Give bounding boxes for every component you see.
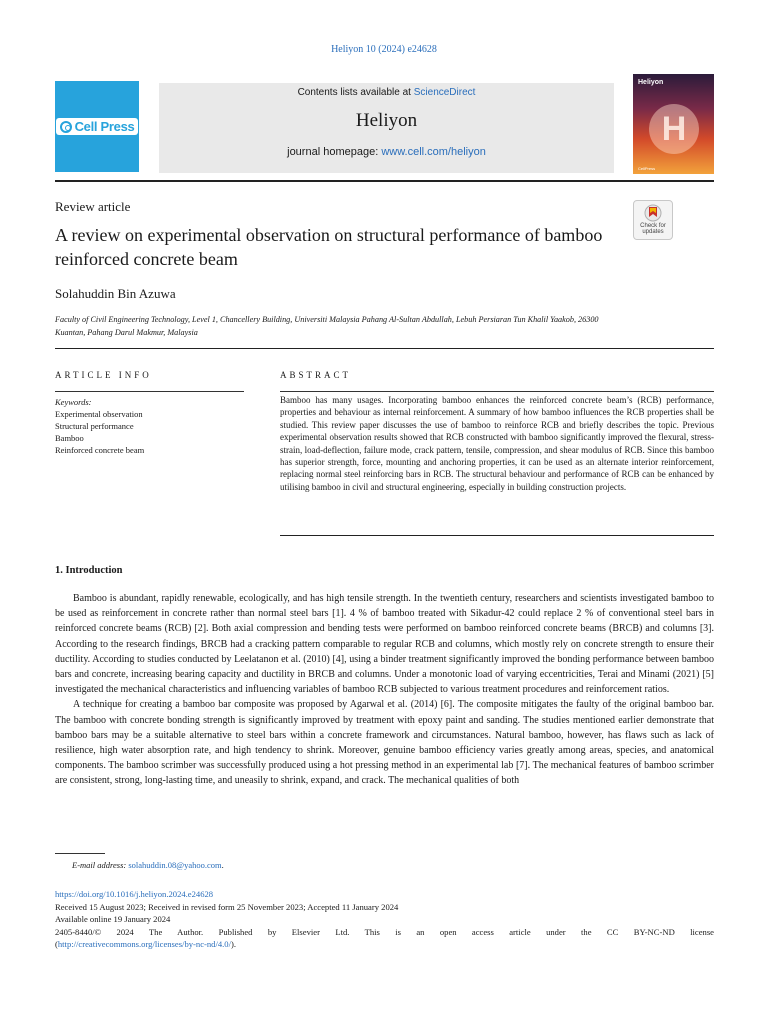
cover-title: Heliyon (638, 79, 664, 86)
author-name[interactable]: Solahuddin Bin Azuwa (55, 286, 176, 301)
body-paragraph: Bamboo is abundant, rapidly renewable, ecologically, and has high tensile strength. In the twentieth century, researchers and scientists investigated bamboo to be used as reinforcement in concrete rather than normal steel bars [1]. 4 % of bamboo treated with Sikadur-42 could replace 2 % of conventional steel bars in reinforced concrete beams (RCB) [2]. Both axial compression and bending tests were performed on bamboo reinforced concrete beams (BRCB) and columns [3]. According to the research findings, BRCB had a cracking pattern comparable to regular RCB and columns, which mostly rely on concrete strength to ensure their ductility. According to studies conducted by Leelatanon et al. (2010) [4], using a binder treatment significantly improved the bonding performance between bamboo bars and concrete, increasing bearing capacity and ductility in BRCB and columns. Under a monotonic load of varying eccentricities, Terai and Minami (2021) [5] investigated the mechanical characteristics and influencing variables of bamboo RCB subjected to various treatment procedures and reinforcement ratios. (55, 593, 714, 696)
keywords-block (55, 396, 144, 456)
publication-info (55, 888, 714, 951)
doi-link[interactable]: https://doi.org/10.1016/j.heliyon.2024.e24628 (55, 889, 214, 899)
article-info-heading: ARTICLE INFO (55, 370, 152, 380)
email-trailing: . (221, 860, 224, 870)
check-for-updates-button[interactable] (633, 200, 673, 240)
corresponding-email (72, 860, 224, 870)
license-link[interactable]: http://creativecommons.org/licenses/by-nc-nd/4.0/ (57, 939, 231, 950)
article-title: A review on experimental observation on structural performance of bamboo reinforced concrete beam (55, 225, 603, 269)
available-online: Available online 19 January 2024 (55, 914, 171, 925)
contents-availability: Contents lists available at ScienceDirect (297, 87, 476, 98)
section-heading-introduction: 1. Introduction (55, 565, 123, 576)
publisher-logo-text: Cell Press (74, 119, 135, 134)
abstract-heading: ABSTRACT (280, 370, 352, 380)
journal-cover-image[interactable] (633, 74, 714, 174)
affiliation-divider (55, 348, 714, 349)
check-updates-icon (644, 204, 662, 222)
footnote-divider (55, 853, 105, 854)
keyword-item: Bamboo (55, 433, 84, 443)
license-url-line: (http://creativecommons.org/licenses/by-nc-nd/4.0/). (55, 939, 236, 950)
license-statement: 2405-8440/© 2024 The Author. Published by Elsevier Ltd. This is an open access article under the CC BY-NC-ND license (55, 926, 714, 937)
introduction-body (55, 591, 714, 789)
cover-emblem (649, 104, 699, 154)
author-affiliation: Faculty of Civil Engineering Technology, Level 1, Chancellery Building, Universiti Malaysia Pahang Al-Sultan Abdullah, Lebuh Persiaran Tun Khalil Yaakob, 26300 Kuantan, Pahang Darul Makmur, Malaysia (55, 315, 599, 337)
abstract-bottom-divider (280, 535, 714, 536)
journal-header-band (159, 83, 614, 173)
publisher-logo-panel[interactable] (55, 81, 139, 172)
article-type: Review article (55, 199, 131, 214)
email-link[interactable]: solahuddin.08@yahoo.com (128, 860, 222, 870)
header-divider (55, 180, 714, 182)
cellpress-logo (56, 118, 139, 135)
keyword-item: Reinforced concrete beam (55, 445, 145, 455)
journal-homepage: journal homepage: www.cell.com/heliyon (287, 146, 486, 158)
journal-name: Heliyon (355, 110, 418, 131)
journal-citation[interactable]: Heliyon 10 (2024) e24628 (331, 44, 437, 55)
keyword-item: Structural performance (55, 421, 134, 431)
keyword-item: Experimental observation (55, 409, 143, 419)
check-updates-label: Check for updates (640, 223, 666, 235)
sciencedirect-link[interactable]: ScienceDirect (413, 87, 476, 98)
body-paragraph: A technique for creating a bamboo bar composite was proposed by Agarwal et al. (2014) [6]. The composite mitigates the faulty of the original bamboo bar. The bamboo with concrete bonding strength is significantly improved by treatment with epoxy paint and sanding. The studies mentioned earlier demonstrate that bamboo bars may be a suitable alternative to steel bars within a concrete framework and circumstances. Natural bamboo, however, has flaws such as lack of resilience, high water absorption rate, and high tendency to shrink. Moreover, genuine bamboo efficiency varies greatly among areas, species, and anatomical components. The bamboo scrimber was successfully produced using a hot pressing method in an experimental lab [7]. The mechanical features of bamboo scrimber are consistent, strong, long-lasting time, and uneasily to shrink, expand, and crack. The mechanical qualities of both (55, 699, 714, 787)
email-label: E-mail address: (72, 860, 127, 870)
abstract-divider (280, 391, 714, 392)
article-info-divider (55, 391, 244, 392)
cover-footer: CellPress (638, 166, 656, 171)
homepage-link[interactable]: www.cell.com/heliyon (381, 146, 486, 158)
cover-letter: H (661, 109, 687, 148)
keywords-label: Keywords: (55, 397, 92, 407)
abstract-text: Bamboo has many usages. Incorporating bamboo enhances the reinforced concrete beam’s (RCB) performance, properties and behaviour as internal reinforcement. A summary of how bamboo influences the RCB properties shall be studied. This review paper discusses the use of bamboo to reinforce RCB and briefly describes the topic. Previous experimental observation results showed that RCB constructed with bamboo significantly improved the flexural, stress-strain, load-deflection, failure mode, crack pattern, tensile, compression, and shear modulus of RCB. Since this bamboo has superior strength, force, mounting and anchoring properties, it can be used as an alternate interior reinforcement, replacing normal steel reinforcing bars in RCB. The structural behaviour and performance of RCB can be enhanced by utilising bamboo in civil and structural engineering, especially in building construction projects. (280, 395, 714, 492)
publication-dates: Received 15 August 2023; Received in revised form 25 November 2023; Accepted 11 January 2024 (55, 901, 399, 912)
cellpress-icon (60, 121, 72, 133)
